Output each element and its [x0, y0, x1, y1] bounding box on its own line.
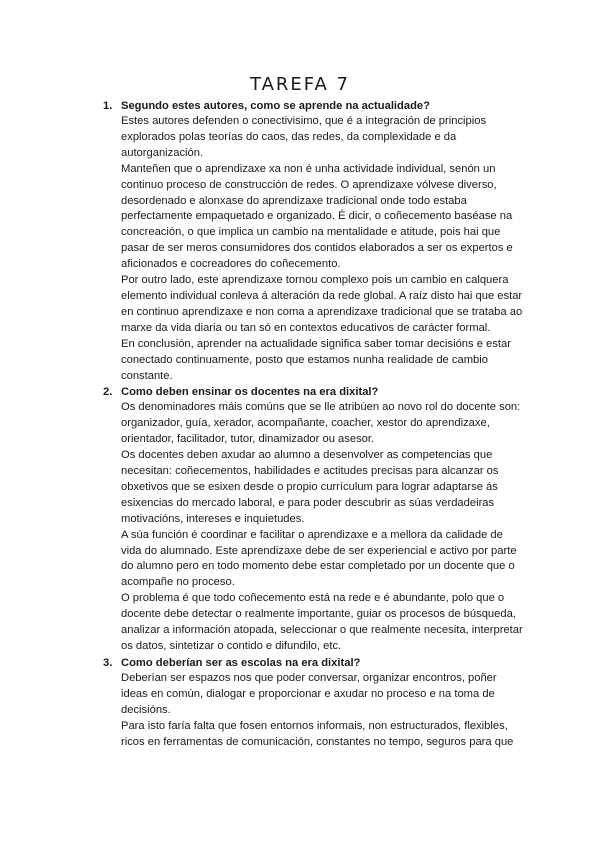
question-number: 1.	[103, 100, 113, 112]
paragraph: Deberían ser espazos nos que poder conversar, organizar encontros, poñer ideas en común, dialogar e proporcionar e axudar no proceso e na toma de decisións.	[121, 671, 497, 716]
paragraph: Os docentes deben axudar ao alumno a desenvolver as competencias que necesitan: coñecementos, habilidades e actitudes precisas para alcanzar os obxetivos que se esixen desde o propio currículum para lograr adaptarse ás esixencias do mercado laboral, e para poder descubrir as súas verdadeiras motivacións, intereses e inquietudes.	[121, 449, 499, 525]
paragraph: O problema é que todo coñecemento está na rede e é abundante, polo que o docente debe detectar o realmente importante, guiar os procesos de búsqueda, analizar a información atopada, seleccionar o que realmente necesita, interpretar os datos, sintetizar o contido e difundilo, etc.	[121, 592, 523, 652]
question-number: 3.	[103, 656, 113, 669]
paragraph: En conclusión, aprender na actualidade significa saber tomar decisións e estar conectado continuamente, posto que estamos nunha realidade de cambio constante.	[121, 337, 511, 382]
paragraph: Estes autores defenden o conectivisimo, que é a integración de principios explorados polas teorías do caos, das redes, da complexidade e da autorganización.	[121, 115, 487, 159]
question-text: Como deberían ser as escolas na era dixital?	[121, 656, 361, 669]
question-2	[103, 384, 521, 400]
paragraph: Para isto faría falta que fosen entornos informais, non estructurados, flexibles, ricos en ferramentas de comunicación, constantes no tempo, seguros para que	[121, 719, 514, 748]
question-3	[103, 655, 521, 671]
document-body	[0, 98, 600, 750]
paragraph: A súa función é coordinar e facilitar o aprendizaxe e a mellora da calidade de vida do alumnado. Este aprendizaxe debe de ser experiencial e activo por parte do alumno pero en todo momento debe estar completado por un docente que o acompañe no proceso.	[121, 528, 517, 589]
paragraph: Por outro lado, este aprendizaxe tornou complexo pois un cambio en calquera elemento individual conleva á alteración da rede global. A raíz disto hai que estar en continuo aprendizaxe e non coma a aprendizaxe tradicional que se trataba ao marxe da vida diaria ou tan só en contextos educativos de carácter formal.	[121, 274, 523, 334]
question-number: 2.	[103, 386, 113, 399]
question-1	[103, 98, 521, 114]
paragraph: Manteñen que o aprendizaxe xa non é unha actividade individual, senón un continuo proceso de construcción de redes. O aprendizaxe vólvese diverso, desordenado e alonxase do aprendizaxe tradicional onde todo estaba perfectamente empaquetado e organizado. É dicir, o coñecemento baséase na concreación, o que implica un cambio na mentalidade e atitude, pois hai que pasar de ser meros consumidores dos contidos elaborados a ser os expertos e aficionados e cocreadores do coñecemento.	[121, 162, 513, 271]
paragraph: Os denominadores máis comúns que se lle atribúen ao novo rol do docente son: organizador, guía, xerador, acompañante, coacher, xestor do aprendizaxe, orientador, facilitador, tutor, dinamizador ou asesor.	[121, 401, 521, 446]
question-text: Segundo estes autores, como se aprende na actualidade?	[121, 100, 430, 112]
question-text: Como deben ensinar os docentes na era dixital?	[121, 386, 379, 399]
page-title: TAREFA 7	[250, 74, 350, 95]
